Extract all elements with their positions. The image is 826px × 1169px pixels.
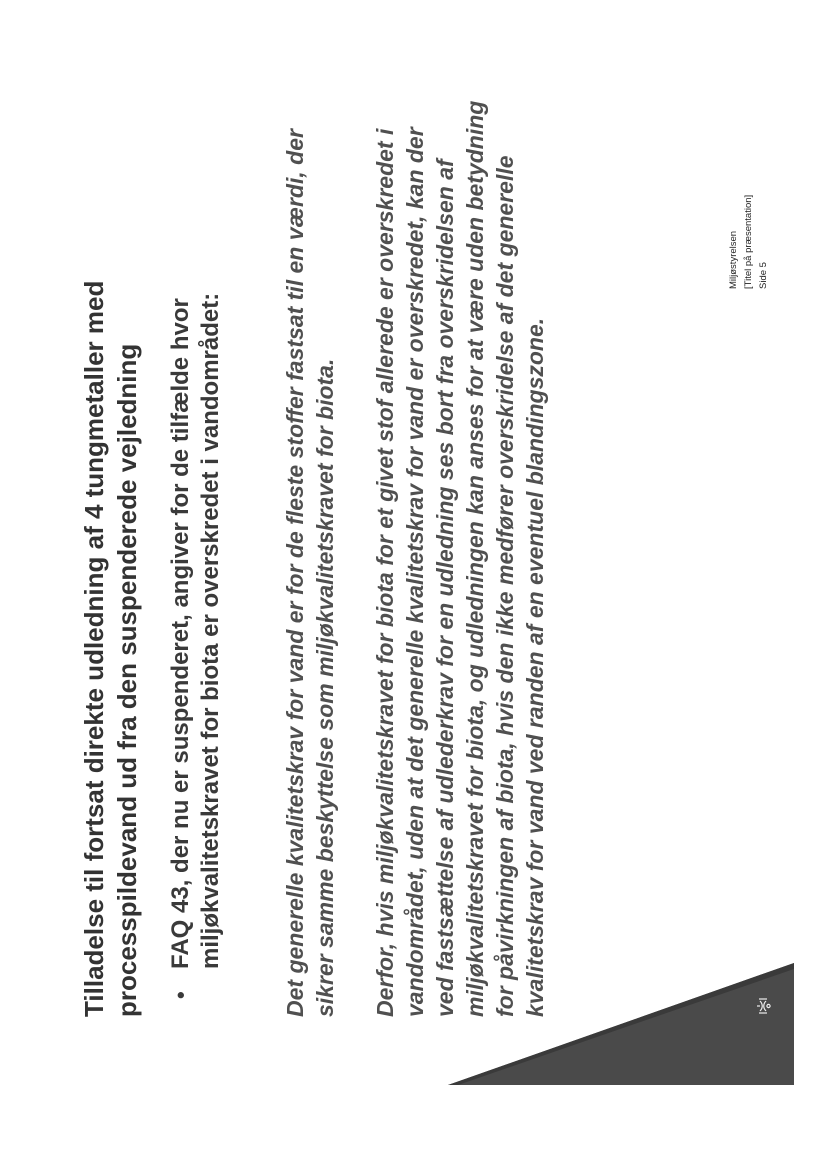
slide-title: Tilladelse til fortsat direkte udledning af 4 tungmetaller med processpildevand ud fra den suspenderede vejledning xyxy=(79,280,142,1017)
bullet-marker: • xyxy=(168,991,193,999)
footer-organization: Miljøstyrelsen xyxy=(728,230,739,289)
footer xyxy=(726,89,771,289)
footer-page-number: Side 5 xyxy=(758,262,769,289)
footer-presentation-title: [Titel på præsentation] xyxy=(743,194,754,289)
corner-triangle-decoration xyxy=(448,963,794,1085)
paragraph-therefore: Derfor, hvis miljøkvalitetskravet for biota for et givet stof allerede er overskredet i vandområdet, uden at det generelle kvalitetskrav for vand er overskredet, kan der ved fastsættelse af udlederkrav for en udledning ses bort fra overskridelsen af miljøkvalitetskravet for biota, og udledningen kan anses for at være uden betydning for påvirkningen af biota, hvis den ikke medfører overskridelse af det generelle kvalitetskrav for vand ved randen af en eventuel blandingszone. xyxy=(372,100,548,1017)
paragraph-general-quality: Det generelle kvalitetskrav for vand er for de fleste stoffer fastsat til en værdi, der sikrer samme beskyttelse som miljøkvalitetskravet for biota. xyxy=(282,129,338,1017)
bullet-text: FAQ 43, der nu er suspenderet, angiver for de tilfælde hvor miljøkvalitetskravet for biota er overskredet i vandområdet: xyxy=(167,292,224,969)
bullet-item xyxy=(166,99,226,999)
crown-icon xyxy=(754,995,772,1017)
